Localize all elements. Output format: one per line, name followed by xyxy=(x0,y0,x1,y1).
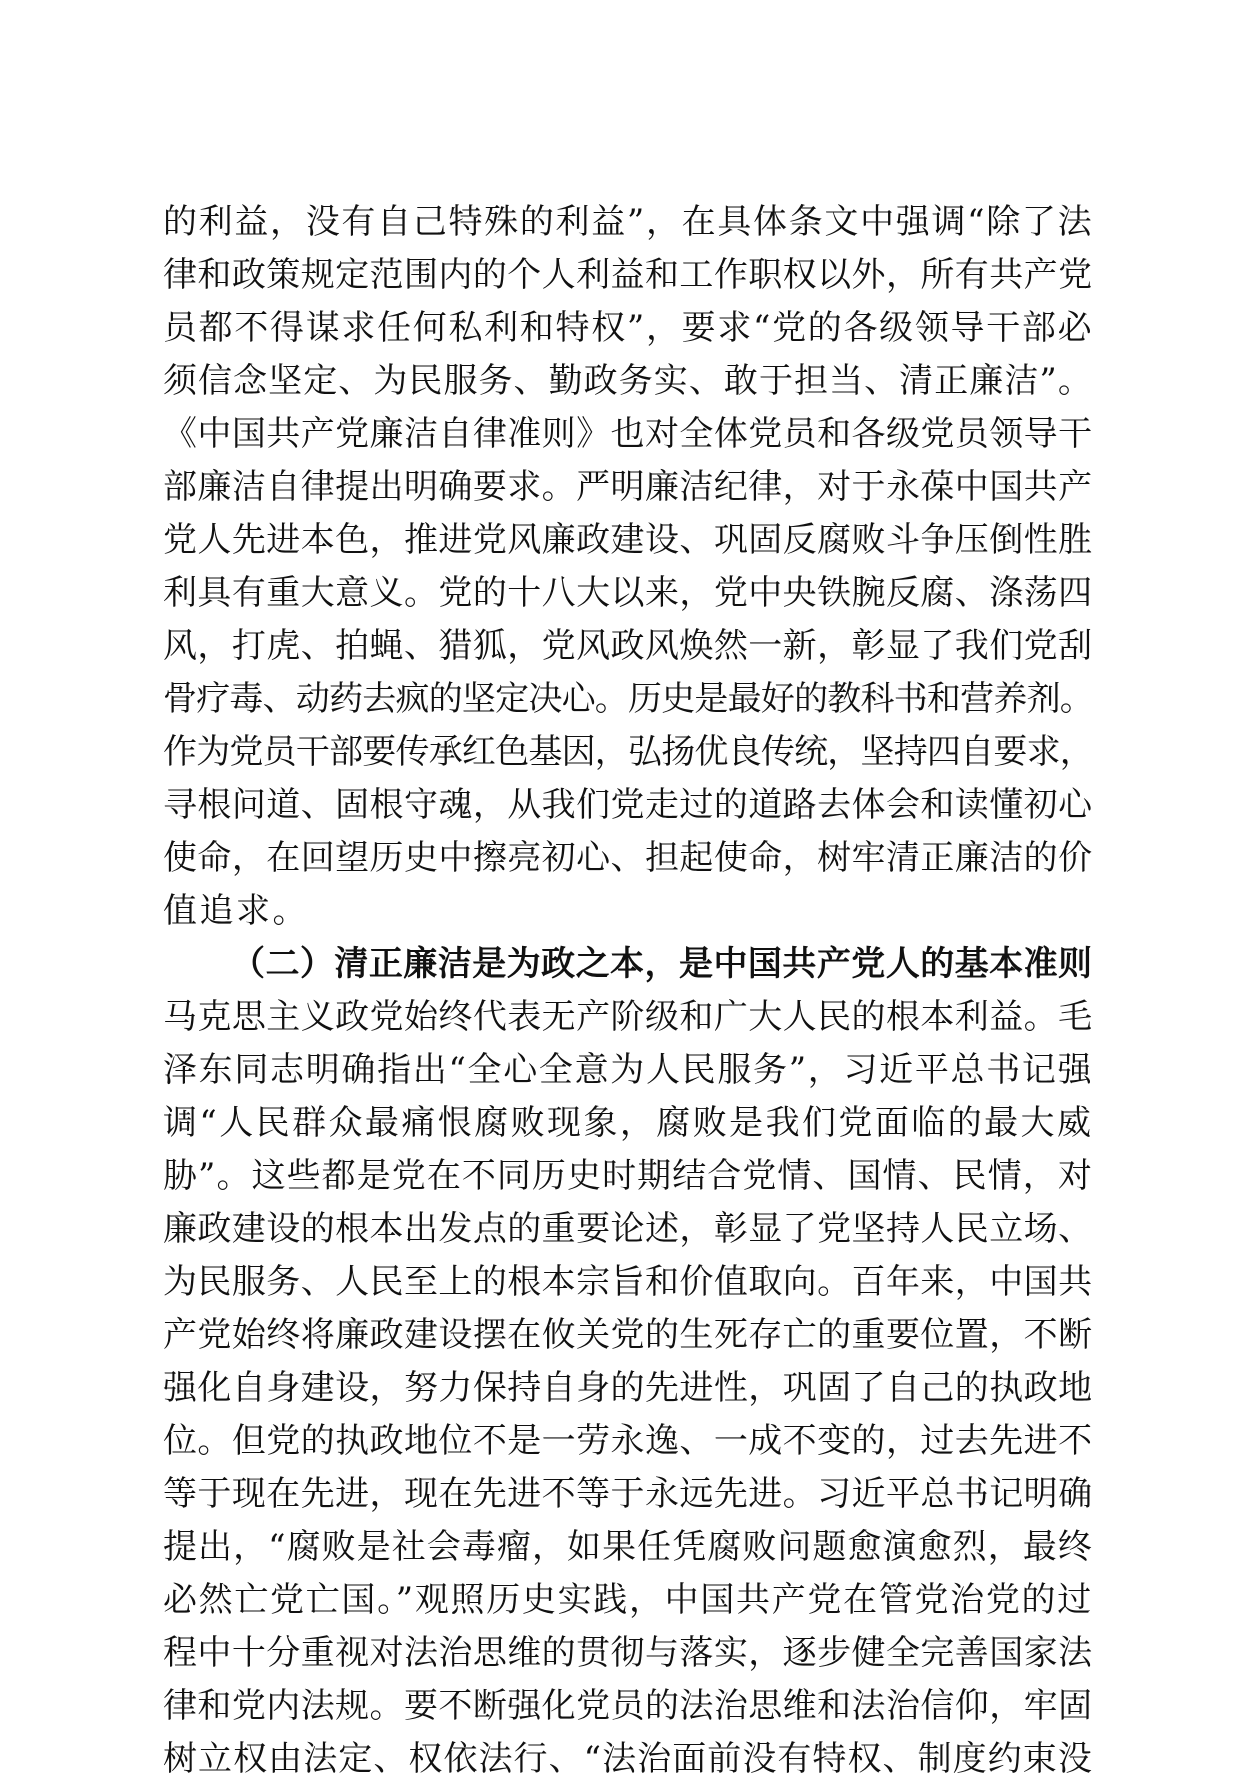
text-line: 部廉洁自律提出明确要求。严明廉洁纪律，对于永葆中国共产 xyxy=(163,467,1093,507)
body-text xyxy=(163,196,1093,1786)
text-line: 的利益，没有自己特殊的利益”，在具体条文中强调“除了法 xyxy=(163,202,1094,242)
text-line: 寻根问道、固根守魂，从我们党走过的道路去体会和读懂初心 xyxy=(163,785,1093,825)
text-line: 泽东同志明确指出“全心全意为人民服务”，习近平总书记强 xyxy=(163,1050,1094,1090)
text-line: 值追求。 xyxy=(163,891,309,931)
text-line: 骨疗毒、动药去疯的坚定决心。历史是最好的教科书和营养剂。 xyxy=(163,679,1093,719)
text-line: 利具有重大意义。党的十八大以来，党中央铁腕反腐、涤荡四 xyxy=(163,573,1093,613)
text-line: 程中十分重视对法治思维的贯彻与落实，逐步健全完善国家法 xyxy=(163,1633,1093,1673)
text-line: 强化自身建设，努力保持自身的先进性，巩固了自己的执政地 xyxy=(163,1368,1093,1408)
text-line: 等于现在先进，现在先进不等于永远先进。习近平总书记明确 xyxy=(163,1474,1093,1514)
text-line: 位。但党的执政地位不是一劳永逸、一成不变的，过去先进不 xyxy=(163,1421,1093,1461)
text-line: 马克思主义政党始终代表无产阶级和广大人民的根本利益。毛 xyxy=(163,997,1093,1037)
text-line: 调“人民群众最痛恨腐败现象，腐败是我们党面临的最大威 xyxy=(163,1103,1094,1143)
text-line: 胁”。这些都是党在不同历史时期结合党情、国情、民情，对 xyxy=(163,1156,1093,1196)
section-heading: （二）清正廉洁是为政之本，是中国共产党人的基本准则 xyxy=(231,944,1093,984)
text-line: 律和政策规定范围内的个人利益和工作职权以外，所有共产党 xyxy=(163,255,1093,295)
text-line: 律和党内法规。要不断强化党员的法治思维和法治信仰，牢固 xyxy=(163,1686,1093,1726)
text-line: 作为党员干部要传承红色基因，弘扬优良传统，坚持四自要求， xyxy=(163,732,1093,772)
text-line: 使命，在回望历史中擦亮初心、担起使命，树牢清正廉洁的价 xyxy=(163,838,1093,878)
text-line: 必然亡党亡国。”观照历史实践，中国共产党在管党治党的过 xyxy=(163,1580,1093,1620)
text-line: 树立权由法定、权依法行、“法治面前没有特权、制度约束没 xyxy=(163,1739,1093,1779)
text-line: 员都不得谋求任何私利和特权”，要求“党的各级领导干部必 xyxy=(163,308,1094,348)
text-line: 风，打虎、拍蝇、猎狐，党风政风焕然一新，彰显了我们党刮 xyxy=(163,626,1093,666)
text-line: 党人先进本色，推进党风廉政建设、巩固反腐败斗争压倒性胜 xyxy=(163,520,1093,560)
text-line: 产党始终将廉政建设摆在攸关党的生死存亡的重要位置，不断 xyxy=(163,1315,1093,1355)
text-line: 《中国共产党廉洁自律准则》也对全体党员和各级党员领导干 xyxy=(163,414,1093,454)
text-line: 须信念坚定、为民服务、勤政务实、敢于担当、清正廉洁”。 xyxy=(163,361,1093,401)
text-line: 廉政建设的根本出发点的重要论述，彰显了党坚持人民立场、 xyxy=(163,1209,1093,1249)
text-line: 为民服务、人民至上的根本宗旨和价值取向。百年来，中国共 xyxy=(163,1262,1093,1302)
text-line: 提出，“腐败是社会毒瘤，如果任凭腐败问题愈演愈烈，最终 xyxy=(163,1527,1093,1567)
